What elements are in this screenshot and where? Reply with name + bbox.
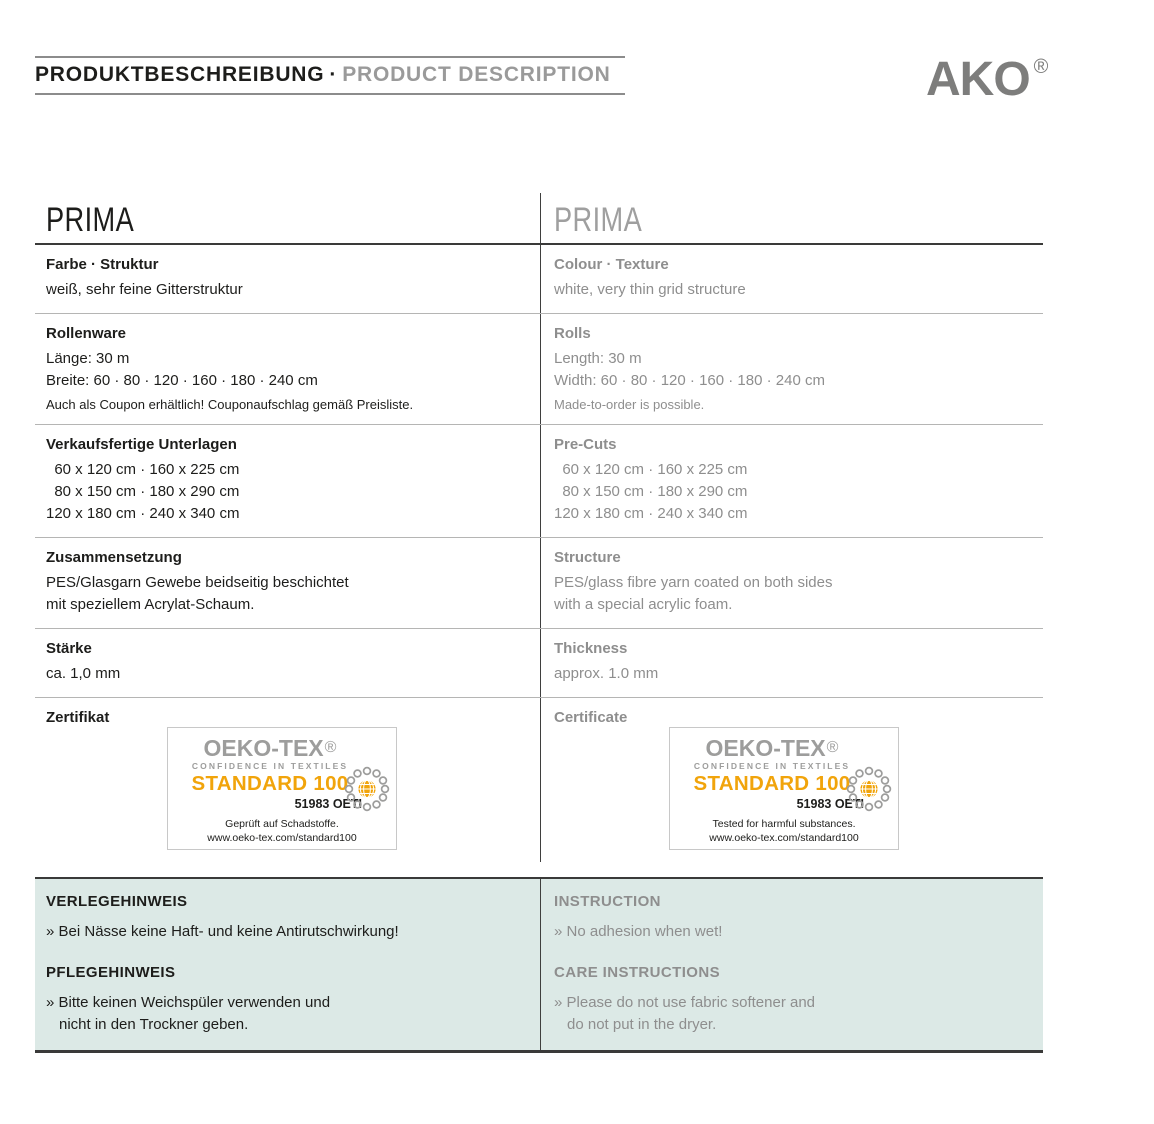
ako-logo-text: AKO [926,53,1030,106]
care-text-de-cont: nicht in den Trockner geben. [59,1016,249,1033]
care-text-en: » Please do not use fabric softener and [554,994,816,1011]
rolls-cell-de [35,314,540,424]
badge-notes [168,817,396,845]
instructions-cell-en [540,879,1043,1050]
precuts-size-row: 80 x 150 cm · 180 x 290 cm [554,483,748,500]
precuts-heading-en: Pre-Cuts [554,436,617,453]
badge-main [680,736,864,811]
thickness-value-en: approx. 1.0 mm [554,665,659,682]
registered-trademark-icon: ® [1033,56,1049,78]
precuts-size-row: 80 x 150 cm · 180 x 290 cm [46,483,240,500]
structure-line-de: PES/Glasgarn Gewebe beidseitig beschichtet [46,574,349,591]
badge-main [178,736,362,811]
rolls-heading-en: Rolls [554,325,591,342]
section-rolls [35,314,1043,425]
badge-brand [178,736,362,760]
thickness-cell-en [540,629,1043,697]
section-colour [35,245,1043,314]
precuts-size-row: 120 x 180 cm · 240 x 340 cm [46,505,240,522]
rolls-length-de: Länge: 30 m [46,350,130,367]
colour-value-de: weiß, sehr feine Gitterstruktur [46,281,243,298]
certificate-heading-de: Zertifikat [46,709,110,726]
instruction-heading-de: VERLEGEHINWEIS [46,893,188,910]
rolls-note-de: Auch als Coupon erhältlich! Couponaufschlag gemäß Preisliste. [46,397,414,412]
colour-value-en: white, very thin grid structure [554,281,746,298]
rolls-note-en: Made-to-order is possible. [554,397,705,412]
badge-certificate-number: 51983 OETI [796,797,864,811]
badge-brand-text: OEKO-TEX [705,735,826,761]
precuts-cell-de [35,425,540,537]
care-heading-en: CARE INSTRUCTIONS [554,964,720,981]
certificate-cell-de [35,698,540,862]
title-cell-en [540,193,1043,243]
thickness-heading-en: Thickness [554,640,628,657]
product-title-en: PRIMA [554,201,643,239]
badge-standard-100: STANDARD 100 [693,772,851,795]
badge-brand [680,736,864,760]
thickness-cell-de [35,629,540,697]
oeko-tex-badge-de [167,727,397,850]
instructions-cell-de [35,879,540,1050]
badge-note-line: Tested for harmful substances. [712,818,856,830]
content-table [35,193,1043,1053]
section-thickness [35,629,1043,698]
instructions-box [35,877,1043,1053]
thickness-heading-de: Stärke [46,640,92,657]
rolls-width-de: Breite: 60 · 80 · 120 · 160 · 180 · 240 cm [46,372,318,389]
colour-cell-en [540,245,1043,313]
structure-heading-de: Zusammensetzung [46,549,182,566]
oeko-tex-flower-icon [344,764,390,814]
rolls-heading-de: Rollenware [46,325,127,342]
rolls-width-en: Width: 60 · 80 · 120 · 160 · 180 · 240 cm [554,372,825,389]
product-title-de: PRIMA [46,201,135,239]
badge-certificate-number: 51983 OETI [294,797,362,811]
badge-url: www.oeko-tex.com/standard100 [207,832,357,844]
header-separator-dot: · [329,63,338,86]
product-title-row [35,193,1043,245]
badge-registered-icon: ® [324,739,337,756]
section-precuts [35,425,1043,538]
instruction-text-en: » No adhesion when wet! [554,923,723,940]
badge-registered-icon: ® [826,739,839,756]
badge-standard-100: STANDARD 100 [191,772,349,795]
section-certificate [35,698,1043,862]
precuts-cell-en [540,425,1043,537]
rolls-length-en: Length: 30 m [554,350,642,367]
title-cell-de [35,193,540,243]
structure-heading-en: Structure [554,549,621,566]
rolls-cell-en [540,314,1043,424]
header-title-de: PRODUKTBESCHREIBUNG [35,63,325,86]
colour-cell-de [35,245,540,313]
badge-tagline: CONFIDENCE IN TEXTILES [191,761,349,771]
precuts-size-row: 60 x 120 cm · 160 x 225 cm [554,461,748,478]
precuts-heading-de: Verkaufsfertige Unterlagen [46,436,237,453]
header-title-en: PRODUCT DESCRIPTION [342,63,611,86]
oeko-tex-badge-en [669,727,899,850]
badge-brand-text: OEKO-TEX [203,735,324,761]
colour-heading-de: Farbe · Struktur [46,256,159,273]
badge-url: www.oeko-tex.com/standard100 [709,832,859,844]
badge-notes [670,817,898,845]
badge-tagline: CONFIDENCE IN TEXTILES [693,761,851,771]
precuts-size-row: 120 x 180 cm · 240 x 340 cm [554,505,748,522]
oeko-tex-flower-icon [846,764,892,814]
section-structure [35,538,1043,629]
care-text-de: » Bitte keinen Weichspüler verwenden und [46,994,331,1011]
thickness-value-de: ca. 1,0 mm [46,665,121,682]
colour-heading-en: Colour · Texture [554,256,669,273]
structure-cell-en [540,538,1043,628]
ako-logo [926,52,1049,107]
badge-note-line: Geprüft auf Schadstoffe. [225,818,339,830]
care-heading-de: PFLEGEHINWEIS [46,964,176,981]
page-header [35,56,625,95]
care-text-en-cont: do not put in the dryer. [567,1016,717,1033]
instruction-text-de: » Bei Nässe keine Haft- und keine Antirutschwirkung! [46,923,399,940]
structure-line-en: with a special acrylic foam. [554,596,733,613]
certificate-cell-en [540,698,1043,862]
precuts-size-row: 60 x 120 cm · 160 x 225 cm [46,461,240,478]
structure-line-de: mit speziellem Acrylat-Schaum. [46,596,255,613]
certificate-heading-en: Certificate [554,709,628,726]
instruction-heading-en: INSTRUCTION [554,893,661,910]
structure-line-en: PES/glass fibre yarn coated on both sides [554,574,833,591]
structure-cell-de [35,538,540,628]
